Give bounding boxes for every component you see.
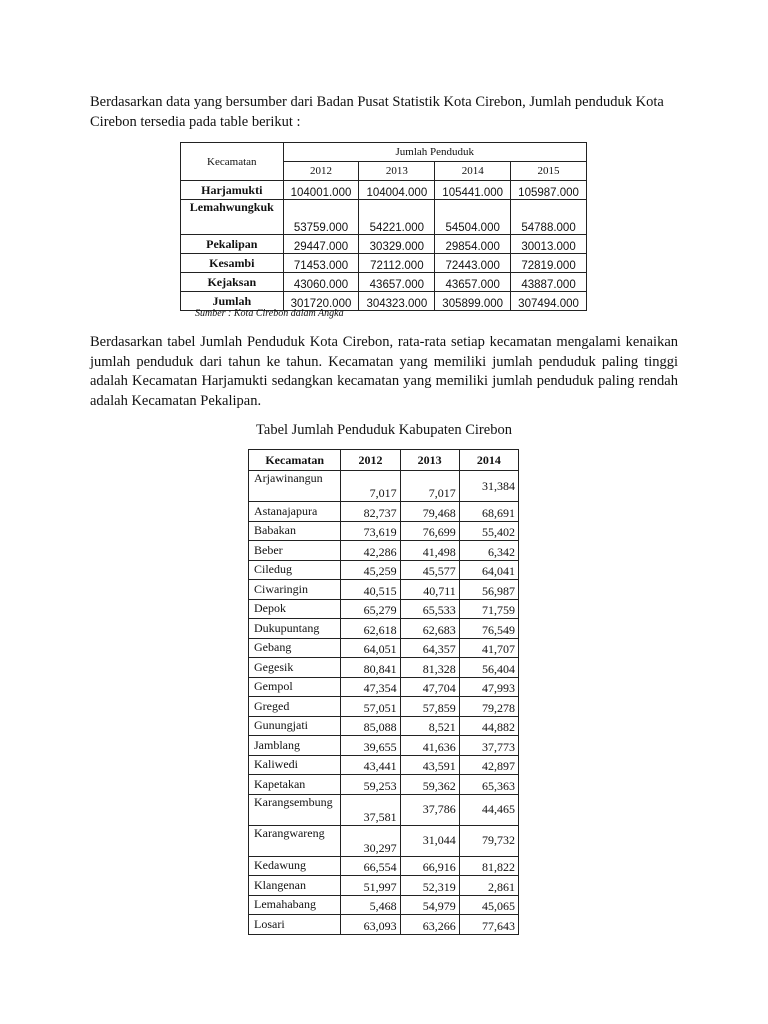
population-value: 6,342 — [459, 541, 518, 561]
population-value: 43657.000 — [359, 273, 435, 292]
table-row — [249, 736, 519, 756]
population-value: 65,363 — [459, 775, 518, 795]
kecamatan-name: Lemahabang — [249, 895, 341, 915]
kecamatan-name: Ciwaringin — [249, 580, 341, 600]
table-row — [249, 856, 519, 876]
kecamatan-name: Kejaksan — [181, 273, 284, 292]
population-value: 54788.000 — [511, 200, 587, 235]
column-header-jumlah-penduduk: Jumlah Penduduk — [283, 143, 586, 162]
year-header: 2014 — [435, 162, 511, 181]
population-value: 104001.000 — [283, 181, 359, 200]
table-row — [249, 580, 519, 600]
kecamatan-name: Karangwareng — [249, 825, 341, 856]
population-value: 64,041 — [459, 560, 518, 580]
population-value: 43887.000 — [511, 273, 587, 292]
table-row — [249, 716, 519, 736]
population-value: 37,581 — [341, 794, 400, 825]
population-value: 8,521 — [400, 716, 459, 736]
kecamatan-name: Gunungjati — [249, 716, 341, 736]
kecamatan-name: Babakan — [249, 521, 341, 541]
population-value: 2,861 — [459, 876, 518, 896]
column-header-year: 2013 — [400, 450, 459, 471]
kecamatan-name: Gebang — [249, 638, 341, 658]
population-value: 72819.000 — [511, 254, 587, 273]
population-value: 62,618 — [341, 619, 400, 639]
population-value: 52,319 — [400, 876, 459, 896]
population-value: 29447.000 — [283, 235, 359, 254]
kecamatan-name: Klangenan — [249, 876, 341, 896]
table-row — [249, 755, 519, 775]
population-value: 30329.000 — [359, 235, 435, 254]
table-row — [181, 273, 587, 292]
table-row — [249, 825, 519, 856]
population-value: 68,691 — [459, 502, 518, 522]
population-value: 44,882 — [459, 716, 518, 736]
population-value: 42,286 — [341, 541, 400, 561]
population-value: 304323.000 — [359, 292, 435, 311]
population-value: 37,773 — [459, 736, 518, 756]
population-value: 30013.000 — [511, 235, 587, 254]
kecamatan-name: Karangsembung — [249, 794, 341, 825]
population-value: 63,266 — [400, 915, 459, 935]
population-value: 73,619 — [341, 521, 400, 541]
population-value: 301720.000 — [283, 292, 359, 311]
population-value: 54504.000 — [435, 200, 511, 235]
population-value: 72112.000 — [359, 254, 435, 273]
kabupaten-cirebon-population-table — [248, 449, 519, 935]
table-row — [249, 677, 519, 697]
analysis-paragraph: Berdasarkan tabel Jumlah Penduduk Kota Cirebon, rata-rata setiap kecamatan mengalami kenaikan jumlah penduduk dari tahun ke tahun. Kecamatan yang memiliki jumlah penduduk paling tinggi adalah Kecamatan Harjamukti sedangkan kecamatan yang memiliki jumlah penduduk paling rendah adalah Kecamatan Pekalipan. — [90, 334, 678, 409]
population-value: 71453.000 — [283, 254, 359, 273]
kecamatan-name: Kaliwedi — [249, 755, 341, 775]
population-value: 104004.000 — [359, 181, 435, 200]
population-value: 76,699 — [400, 521, 459, 541]
population-value: 45,065 — [459, 895, 518, 915]
population-value: 43,441 — [341, 755, 400, 775]
kecamatan-name: Arjawinangun — [249, 471, 341, 502]
population-value: 53759.000 — [283, 200, 359, 235]
kecamatan-name: Pekalipan — [181, 235, 284, 254]
population-value: 62,683 — [400, 619, 459, 639]
population-value: 54,979 — [400, 895, 459, 915]
population-value: 45,577 — [400, 560, 459, 580]
population-value: 54221.000 — [359, 200, 435, 235]
population-value: 51,997 — [341, 876, 400, 896]
population-value: 65,533 — [400, 599, 459, 619]
table-row — [249, 794, 519, 825]
population-value: 79,468 — [400, 502, 459, 522]
year-header: 2012 — [283, 162, 359, 181]
table-row — [181, 200, 587, 235]
population-value: 7,017 — [341, 471, 400, 502]
population-value: 76,549 — [459, 619, 518, 639]
table-row — [249, 697, 519, 717]
table-row — [249, 775, 519, 795]
year-header: 2015 — [511, 162, 587, 181]
table-row — [249, 895, 519, 915]
table-source-note: Sumber : Kota Cirebon dalam Angka — [195, 308, 344, 319]
population-value: 81,328 — [400, 658, 459, 678]
kecamatan-name: Jamblang — [249, 736, 341, 756]
population-value: 85,088 — [341, 716, 400, 736]
kecamatan-name: Beber — [249, 541, 341, 561]
population-value: 43657.000 — [435, 273, 511, 292]
population-value: 71,759 — [459, 599, 518, 619]
population-value: 59,253 — [341, 775, 400, 795]
population-value: 307494.000 — [511, 292, 587, 311]
table-row — [249, 521, 519, 541]
intro-paragraph: Berdasarkan data yang bersumber dari Badan Pusat Statistik Kota Cirebon, Jumlah penduduk Kota Cirebon tersedia pada table berikut : — [90, 94, 664, 130]
population-value: 37,786 — [400, 794, 459, 825]
population-value: 105441.000 — [435, 181, 511, 200]
kecamatan-name: Depok — [249, 599, 341, 619]
population-value: 31,384 — [459, 471, 518, 502]
population-value: 44,465 — [459, 794, 518, 825]
kecamatan-name: Ciledug — [249, 560, 341, 580]
column-header-year: 2012 — [341, 450, 400, 471]
table-row — [249, 541, 519, 561]
table-row — [249, 471, 519, 502]
population-value: 29854.000 — [435, 235, 511, 254]
table-row — [249, 599, 519, 619]
kecamatan-name: Dukupuntang — [249, 619, 341, 639]
kecamatan-name: Kapetakan — [249, 775, 341, 795]
population-value: 64,357 — [400, 638, 459, 658]
kecamatan-name: Jumlah — [181, 292, 284, 311]
population-value: 47,704 — [400, 677, 459, 697]
table-row — [181, 181, 587, 200]
kecamatan-name: Astanajapura — [249, 502, 341, 522]
table-row — [249, 560, 519, 580]
column-header-kecamatan: Kecamatan — [249, 450, 341, 471]
table-row — [181, 235, 587, 254]
kecamatan-name: Greged — [249, 697, 341, 717]
population-value: 63,093 — [341, 915, 400, 935]
population-value: 79,732 — [459, 825, 518, 856]
population-value: 41,636 — [400, 736, 459, 756]
table-row — [181, 254, 587, 273]
population-value: 82,737 — [341, 502, 400, 522]
population-value: 79,278 — [459, 697, 518, 717]
population-value: 59,362 — [400, 775, 459, 795]
population-value: 45,259 — [341, 560, 400, 580]
table-row — [249, 638, 519, 658]
population-value: 30,297 — [341, 825, 400, 856]
population-value: 105987.000 — [511, 181, 587, 200]
kecamatan-name: Gempol — [249, 677, 341, 697]
population-value: 81,822 — [459, 856, 518, 876]
kecamatan-name: Harjamukti — [181, 181, 284, 200]
kecamatan-name: Kedawung — [249, 856, 341, 876]
population-value: 41,498 — [400, 541, 459, 561]
year-header: 2013 — [359, 162, 435, 181]
population-value: 56,404 — [459, 658, 518, 678]
population-value: 65,279 — [341, 599, 400, 619]
population-value: 39,655 — [341, 736, 400, 756]
kecamatan-name: Lemahwungkuk — [181, 200, 284, 235]
population-value: 72443.000 — [435, 254, 511, 273]
column-header-year: 2014 — [459, 450, 518, 471]
kota-cirebon-population-table — [180, 142, 587, 311]
table-row — [249, 915, 519, 935]
population-value: 43060.000 — [283, 273, 359, 292]
table-row — [249, 502, 519, 522]
population-value: 56,987 — [459, 580, 518, 600]
table-row — [249, 619, 519, 639]
population-value: 55,402 — [459, 521, 518, 541]
population-value: 77,643 — [459, 915, 518, 935]
population-value: 305899.000 — [435, 292, 511, 311]
population-value: 43,591 — [400, 755, 459, 775]
column-header-kecamatan: Kecamatan — [181, 143, 284, 181]
population-value: 47,993 — [459, 677, 518, 697]
kecamatan-name: Losari — [249, 915, 341, 935]
population-value: 64,051 — [341, 638, 400, 658]
population-value: 5,468 — [341, 895, 400, 915]
population-value: 57,051 — [341, 697, 400, 717]
population-value: 57,859 — [400, 697, 459, 717]
table2-title: Tabel Jumlah Penduduk Kabupaten Cirebon — [256, 422, 512, 438]
population-value: 66,554 — [341, 856, 400, 876]
population-value: 66,916 — [400, 856, 459, 876]
kecamatan-name: Kesambi — [181, 254, 284, 273]
population-value: 40,711 — [400, 580, 459, 600]
population-value: 40,515 — [341, 580, 400, 600]
population-value: 42,897 — [459, 755, 518, 775]
population-value: 80,841 — [341, 658, 400, 678]
table-row — [249, 876, 519, 896]
population-value: 41,707 — [459, 638, 518, 658]
kecamatan-name: Gegesik — [249, 658, 341, 678]
population-value: 47,354 — [341, 677, 400, 697]
table-row — [249, 658, 519, 678]
population-value: 7,017 — [400, 471, 459, 502]
population-value: 31,044 — [400, 825, 459, 856]
